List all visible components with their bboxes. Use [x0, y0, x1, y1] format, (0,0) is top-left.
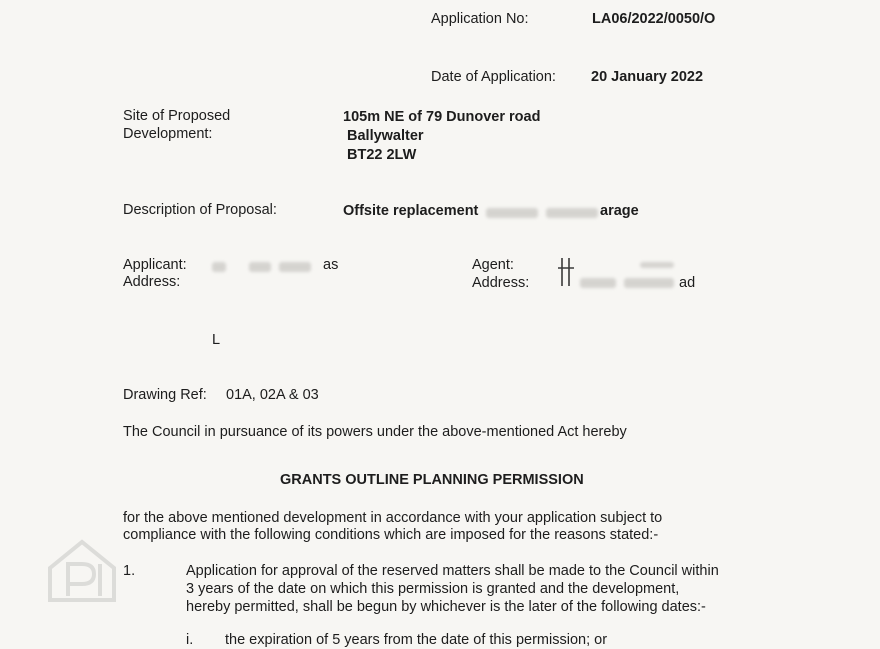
sub-condition-text: the expiration of 5 years from the date of this permission; or [225, 632, 608, 648]
proposal-value-end: arage [600, 203, 639, 219]
application-no-value: LA06/2022/0050/O [592, 11, 716, 27]
redaction-mark [546, 208, 598, 218]
date-of-application-label: Date of Application: [431, 69, 556, 85]
drawing-ref-value: 01A, 02A & 03 [226, 387, 319, 403]
applicant-address-fragment: L [212, 332, 221, 348]
redaction-mark [624, 278, 674, 288]
condition-text-line1: Application for approval of the reserved matters shall be made to the Council within [186, 563, 719, 579]
agent-address-label: Address: [472, 275, 530, 291]
redaction-mark [486, 208, 538, 218]
drawing-ref-label: Drawing Ref: [123, 387, 207, 403]
applicant-name-fragment: as [323, 257, 339, 273]
redaction-mark [580, 278, 616, 288]
redaction-mark [249, 262, 271, 272]
site-address-line3: BT22 2LW [347, 147, 417, 163]
watermark-logo-icon [44, 538, 120, 604]
redaction-mark [640, 262, 674, 268]
date-of-application-value: 20 January 2022 [591, 69, 704, 85]
applicant-label: Applicant: [123, 257, 187, 273]
applicant-address-label: Address: [123, 274, 181, 290]
condition-text-line3: hereby permitted, shall be begun by whichever is the later of the following dates:- [186, 599, 706, 615]
agent-label: Agent: [472, 257, 514, 273]
proposal-label: Description of Proposal: [123, 202, 277, 218]
agent-address-fragment: ad [679, 275, 696, 291]
condition-text-line2: 3 years of the date on which this permission is granted and the development, [186, 581, 680, 597]
application-no-label: Application No: [431, 11, 529, 27]
site-address-line1: 105m NE of 79 Dunover road [343, 109, 541, 125]
permission-heading: GRANTS OUTLINE PLANNING PERMISSION [280, 472, 584, 488]
redaction-mark [212, 262, 226, 272]
site-address-line2: Ballywalter [347, 128, 424, 144]
body-paragraph-line1: for the above mentioned development in accordance with your application subject to [123, 510, 663, 526]
condition-number: 1. [123, 563, 136, 579]
intro-text: The Council in pursuance of its powers under the above-mentioned Act hereby [123, 424, 627, 440]
proposal-value-start: Offsite replacement [343, 203, 479, 219]
site-label-line2: Development: [123, 126, 213, 142]
sub-condition-number: i. [186, 632, 194, 648]
site-label-line1: Site of Proposed [123, 108, 231, 124]
body-paragraph-line2: compliance with the following conditions which are imposed for the reasons stated:- [123, 527, 659, 543]
agent-signature-mark [557, 256, 577, 288]
redaction-mark [279, 262, 311, 272]
